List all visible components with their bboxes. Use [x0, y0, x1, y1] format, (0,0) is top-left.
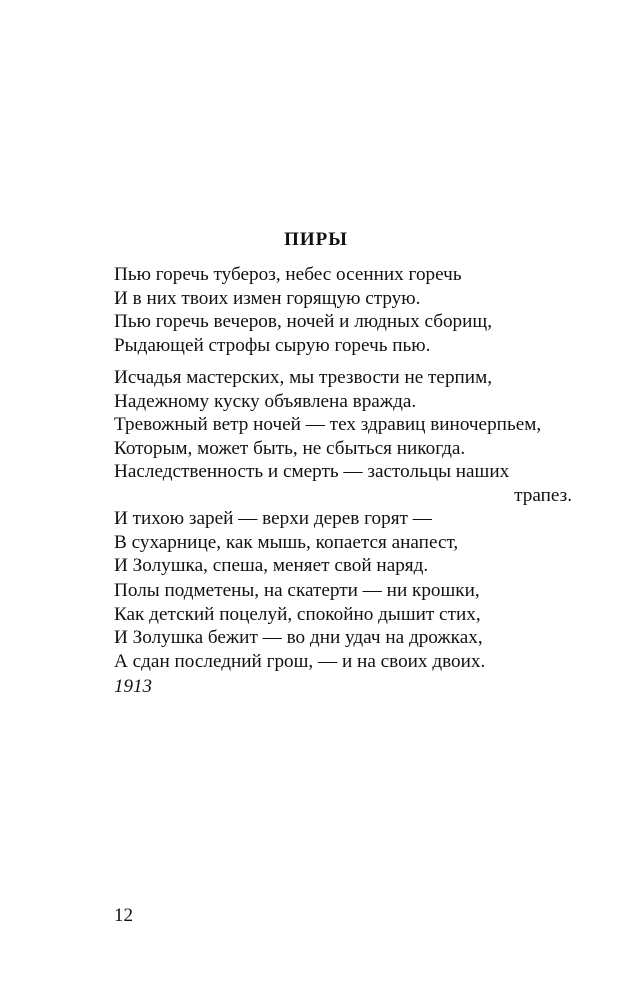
verse-line: И в них твоих измен горящую струю.	[114, 287, 421, 309]
stanza	[114, 579, 574, 673]
verse-line: Пью горечь тубероз, небес осенних горечь	[114, 264, 462, 285]
verse-line: И тихою зарей — верхи дерев горят —	[114, 508, 432, 529]
stanza	[114, 366, 574, 460]
stanza	[114, 263, 574, 357]
verse-line: Исчадья мастерских, мы трезвости не терпим,	[114, 367, 493, 388]
verse-line: Полы подметены, на скатерти — ни крошки,	[114, 580, 480, 601]
verse-line: Как детский поцелуй, спокойно дышит стих,	[114, 603, 481, 625]
verse-line: Тревожный ветр ночей — тех здравиц виночерпьем,	[114, 414, 542, 435]
verse-line: Рыдающей строфы сырую горечь пью.	[114, 334, 431, 356]
verse-line-overflow: трапез.	[514, 484, 572, 506]
verse-line: И Золушка, спеша, меняет свой наряд.	[114, 555, 429, 576]
verse-line: Наследственность и смерть — застольцы наших	[114, 461, 510, 482]
stanza	[114, 460, 574, 578]
verse-line: Пью горечь вечеров, ночей и людных сборищ,	[114, 311, 492, 332]
verse-line: В сухарнице, как мышь, копается анапест,	[114, 531, 459, 553]
poem-title: ПИРЫ	[284, 229, 348, 250]
verse-line: Надежному куску объявлена вражда.	[114, 390, 417, 412]
verse-line: И Золушка бежит — во дни удач на дрожках,	[114, 627, 483, 648]
verse-line: А сдан последний грош, — и на своих двоих.	[114, 650, 486, 672]
verse-line: Которым, может быть, не сбыться никогда.	[114, 437, 466, 459]
page-number: 12	[114, 905, 133, 926]
poem-date: 1913	[114, 676, 152, 697]
